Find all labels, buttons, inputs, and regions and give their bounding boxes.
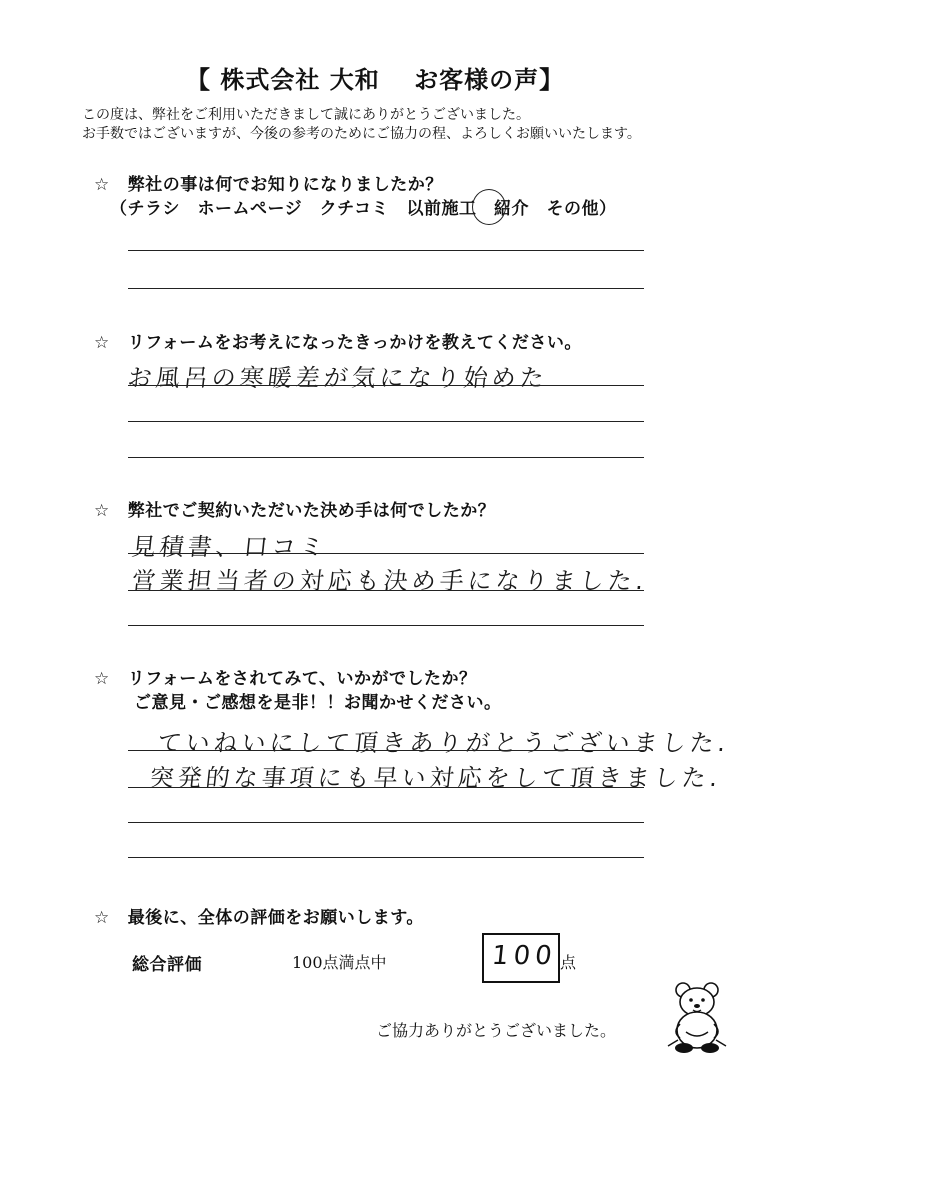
answer-4-line-2: 突発的な事項にも早い対応をして頂きました. <box>148 764 723 792</box>
star-icon: ☆ <box>94 501 110 521</box>
question-4-text: リフォームをされてみて、いかがでしたか？ <box>127 669 477 689</box>
bear-mascot-icon <box>664 980 730 1056</box>
question-5-text: 最後に、全体の評価をお願いします。 <box>127 908 424 928</box>
question-3 <box>94 496 495 521</box>
star-icon: ☆ <box>94 669 110 689</box>
answer-line <box>128 385 644 386</box>
thanks-message: ご協力ありがとうございました。 <box>376 1021 617 1040</box>
intro-line-1: この度は、弊社をご利用いただきまして誠にありがとうございました。 <box>82 107 530 123</box>
answer-line <box>128 250 644 251</box>
answer-3-line-1: 見積書、口コミ <box>130 533 330 561</box>
question-1 <box>94 170 443 195</box>
answer-3-line-2: 営業担当者の対応も決め手になりました. <box>130 567 649 595</box>
selected-option-circle <box>472 189 506 225</box>
rating-scale: 100点満点中 <box>292 953 387 972</box>
answer-line <box>128 421 644 422</box>
answer-line <box>128 822 644 823</box>
question-4 <box>94 664 477 689</box>
question-2 <box>94 328 582 353</box>
answer-line <box>128 553 644 554</box>
question-1-options: （チラシ ホームページ クチコミ 以前施工 紹介 その他） <box>110 199 617 219</box>
question-2-text: リフォームをお考えになったきっかけを教えてください。 <box>127 333 582 353</box>
intro-line-2: お手数ではございますが、今後の参考のためにご協力の程、よろしくお願いいたします。 <box>82 126 641 142</box>
answer-line <box>128 750 644 751</box>
star-icon: ☆ <box>94 175 110 195</box>
answer-line <box>128 625 644 626</box>
question-4-text-2: ご意見・ご感想を是非！！お聞かせください。 <box>134 693 502 713</box>
page-title: 【 株式会社 大和 お客様の声】 <box>186 65 565 94</box>
answer-line <box>128 787 644 788</box>
answer-4-line-1: ていねいにして頂きありがとうございました. <box>156 729 731 757</box>
star-icon: ☆ <box>94 333 110 353</box>
question-5 <box>94 903 424 928</box>
answer-line <box>128 857 644 858</box>
answer-line <box>128 288 644 289</box>
star-icon: ☆ <box>94 908 110 928</box>
answer-line <box>128 457 644 458</box>
answer-line <box>128 590 644 591</box>
score-box <box>482 933 560 983</box>
score-unit: 点 <box>560 953 577 972</box>
question-3-text: 弊社でご契約いただいた決め手は何でしたか？ <box>127 501 496 521</box>
score-value: 100 <box>490 941 559 971</box>
answer-2-line-1: お風呂の寒暖差が気になり始めた <box>126 364 550 392</box>
rating-label: 総合評価 <box>132 955 202 975</box>
question-1-text: 弊社の事は何でお知りになりましたか？ <box>127 175 443 195</box>
